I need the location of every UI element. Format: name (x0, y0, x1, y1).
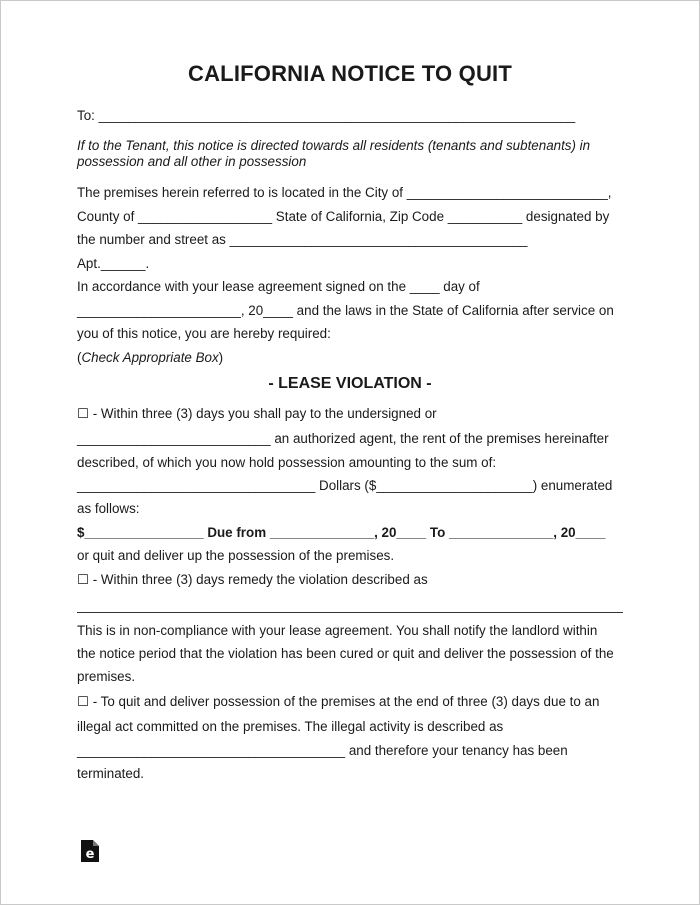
accordance-line-1: In accordance with your lease agreement signed on the ____ day of (77, 279, 480, 294)
check-box-instruction-text: Check Appropriate Box (81, 350, 219, 365)
option-2-line-1: ☐ - Within three (3) days remedy the violation described as (77, 572, 428, 587)
check-box-close-paren: ) (218, 350, 224, 365)
premises-line-2: County of __________________ State of California, Zip Code __________ designated by (77, 209, 610, 224)
option-1-line-5: as follows: (77, 501, 140, 516)
premises-line-1: The premises herein referred to is located in the City of ___________________________, (77, 185, 612, 200)
option-1-line-4: ________________________________ Dollars ($_____________________) enumerated (77, 478, 613, 493)
option-3-line-4: terminated. (77, 766, 144, 781)
premises-line-4: Apt.______. (77, 256, 150, 271)
option-1-line-1: ☐ - Within three (3) days you shall pay to the undersigned or (77, 406, 437, 421)
document-title: CALIFORNIA NOTICE TO QUIT (188, 61, 512, 86)
option-1-line-3: described, of which you now hold possession amounting to the sum of: (77, 455, 497, 470)
option-1-due-line: $________________ Due from ______________, 20____ To ______________, 20____ (77, 525, 606, 540)
lease-violation-heading: - LEASE VIOLATION - (268, 375, 432, 392)
accordance-line-2: ______________________, 20____ and the laws in the State of California after service on (77, 303, 614, 318)
option-3-line-3: ____________________________________ and therefore your tenancy has been (77, 743, 568, 758)
premises-line-3: the number and street as ________________________________________ (77, 232, 528, 247)
option-1-line-7: or quit and deliver up the possession of the premises. (77, 548, 395, 563)
to-line: To: ________________________________________________________________ (77, 108, 576, 123)
eforms-logo-icon (79, 839, 101, 863)
directed-line-2: possession and all other in possession (77, 154, 307, 169)
noncompliance-line-1: This is in non-compliance with your lease agreement. You shall notify the landlord within (77, 623, 598, 638)
check-box-open-paren: ( (77, 350, 82, 365)
svg-text:e: e (85, 847, 95, 862)
violation-blank-line (77, 612, 623, 613)
option-3-line-2: illegal act committed on the premises. The illegal activity is described as (77, 719, 504, 734)
noncompliance-line-2: the notice period that the violation has been cured or quit and deliver the possession of the (77, 646, 614, 661)
option-3-line-1: ☐ - To quit and deliver possession of the premises at the end of three (3) days due to an (77, 694, 600, 709)
directed-line-1: If to the Tenant, this notice is directed towards all residents (tenants and subtenants) in (77, 138, 591, 153)
accordance-line-3: you of this notice, you are hereby required: (77, 326, 331, 341)
option-1-line-2: __________________________ an authorized agent, the rent of the premises hereinafter (77, 431, 609, 446)
check-box-instruction (77, 350, 223, 366)
noncompliance-line-3: premises. (77, 669, 136, 684)
